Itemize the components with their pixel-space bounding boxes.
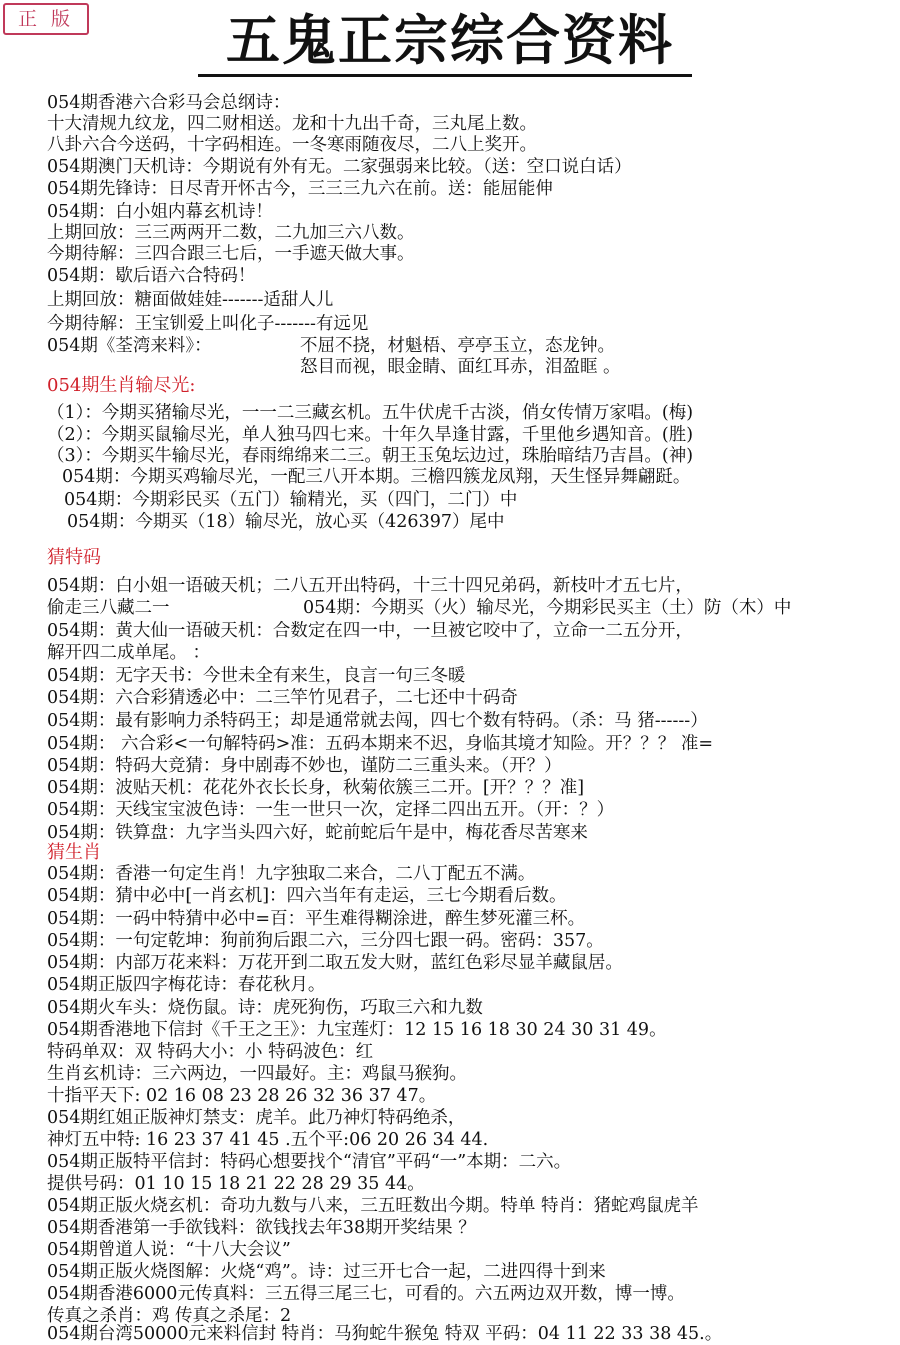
text-line: （1）：今期买猪输尽光，一一二三藏玄机。五牛伏虎千古淡，俏女传情万家唱。(梅): [47, 403, 694, 423]
text-line: 054期：白小姐内幕玄机诗！: [47, 202, 273, 222]
text-line: 十指平天下: 02 16 08 23 28 26 32 36 37 47。: [47, 1086, 437, 1106]
text-line: 054期正版火烧图解：火烧“鸡”。诗：过三开七合一起，二进四得十到来: [47, 1262, 606, 1282]
text-line: 不屈不挠，材魁梧、亭亭玉立，态龙钟。: [300, 336, 615, 356]
text-line: 054期：无字天书：今世未全有来生，良言一句三冬暖: [47, 666, 466, 686]
text-line: 上期回放：糖面做娃娃-------适甜人儿: [47, 290, 334, 310]
text-line: 今期待解：三四合跟三七后，一手遮天做大事。: [47, 244, 415, 264]
text-line: 054期：特码大竞猜：身中剧毒不妙也，谨防二三重头来。（开？）: [47, 756, 562, 776]
text-line: 054期：内部万花来料：万花开到二取五发大财，蓝红色彩尽显羊藏鼠居。: [47, 953, 623, 973]
text-line: 解开四二成单尾。 ：: [47, 643, 211, 663]
text-line: 054期正版特平信封：特码心想要找个“清官”平码“一”本期：二六。: [47, 1152, 572, 1172]
text-line: 054期香港六合彩马会总纲诗：: [47, 93, 291, 113]
text-line: 偷走三八藏二一: [47, 598, 170, 618]
text-line: （2）：今期买鼠输尽光，单人独马四七来。十年久旱逢甘露，千里他乡遇知音。(胜): [47, 425, 694, 445]
text-line: 054期红姐正版神灯禁支：虎羊。此乃神灯特码绝杀，: [47, 1108, 466, 1128]
text-line: 054期：香港一句定生肖！九字独取二来合，二八丁配五不满。: [47, 864, 536, 884]
text-line: 054期： 六合彩<一句解特码>准：五码本期来不迟，身临其境才知险。开？？？ 准=: [47, 734, 714, 754]
text-line: 十大清规九纹龙，四二财相送。龙和十九出千奇，三丸尾上数。: [47, 114, 537, 134]
text-line: 怒目而视，眼金睛、面红耳赤，泪盈眶 。: [300, 357, 621, 377]
text-line: 054期：铁算盘：九字当头四六好，蛇前蛇后午是中，梅花香尽苦寒来: [47, 823, 588, 843]
text-line: 054期《荃湾来料》：: [47, 336, 212, 356]
text-line: 神灯五中特: 16 23 37 41 45 .五个平:06 20 26 34 44.: [47, 1130, 489, 1150]
edition-badge: 正 版: [3, 3, 89, 35]
text-line: 054期先锋诗：日尽青开怀古今，三三三九六在前。送：能屈能伸: [47, 179, 553, 199]
text-line: 054期：今期买（18）输尽光，放心买（426397）尾中: [67, 512, 505, 532]
text-line: 054期：白小姐一语破天机；二八五开出特码，十三十四兄弟码，新枝叶才五七片，: [47, 576, 693, 596]
text-line: 054期：波贴天机：花花外衣长长身，秋菊依簇三二开。[开？？？准]: [47, 778, 585, 798]
text-line: 054期香港第一手欲钱料：欲钱找去年38期开奖结果 ？: [47, 1218, 476, 1238]
text-line: 054期：猜中必中[一肖玄机]：四六当年有走运，三七今期看后数。: [47, 886, 567, 906]
section-heading-guess-zodiac: 猜生肖: [47, 842, 101, 863]
page-title: 五鬼正宗综合资料: [226, 8, 674, 72]
text-line: 054期：今期彩民买（五门）输精光，买（四门，二门）中: [64, 490, 518, 510]
text-line: 054期：黄大仙一语破天机：合数定在四一中，一旦被它咬中了，立命一二五分开，: [47, 621, 693, 641]
section-heading-guess-special: 猜特码: [47, 547, 101, 568]
text-line: 054期：天线宝宝波色诗：一生一世只一次，定择二四出五开。（开：？）: [47, 800, 615, 820]
text-line: 054期台湾50000元来料信封 特肖：马狗蛇牛猴兔 特双 平码：04 11 22 33 38 45.。: [47, 1324, 723, 1344]
text-line: 054期：今期买鸡输尽光，一配三八开本期。三檐四簇龙凤翔，天生怪异舞翩跹。: [62, 467, 691, 487]
text-line: 054期：六合彩猜透必中：二三竿竹见君子，二七还中十码奇: [47, 688, 518, 708]
text-line: 054期：一码中特猜中必中=百：平生难得糊涂进，醉生梦死灌三杯。: [47, 909, 586, 929]
text-line: 054期澳门天机诗：今期说有外有无。二家强弱来比较。（送：空口说白话）: [47, 157, 632, 177]
text-line: （3）：今期买牛输尽光，春雨绵绵来二三。朝王玉兔坛边过，珠胎暗结乃吉昌。(神): [47, 446, 694, 466]
text-line: 特码单双：双 特码大小：小 特码波色：红: [47, 1042, 374, 1062]
text-line: 054期：最有影响力杀特码王；却是通常就去闯，四七个数有特码。（杀：马 猪------）: [47, 711, 708, 731]
title-underline: [198, 74, 692, 77]
text-line: 054期：一句定乾坤：狗前狗后跟二六，三分四七跟一码。密码：357。: [47, 931, 604, 951]
text-line: 生肖玄机诗：三六两边，一四最好。主：鸡鼠马猴狗。: [47, 1064, 467, 1084]
text-line: 上期回放：三三两两开二数，二九加三六八数。: [47, 223, 415, 243]
text-line: 提供号码：01 10 15 18 21 22 28 29 35 44。: [47, 1174, 425, 1194]
text-line: 054期火车头：烧伤鼠。诗：虎死狗伤，巧取三六和九数: [47, 998, 483, 1018]
text-line: 054期曾道人说：“十八大会议”: [47, 1240, 291, 1260]
section-heading-zodiac-lose: 054期生肖输尽光:: [47, 375, 196, 396]
text-line: 054期正版四字梅花诗：春花秋月。: [47, 975, 326, 995]
text-line: 传真之杀肖：鸡 传真之杀尾：2: [47, 1306, 292, 1326]
text-line: 054期正版火烧玄机：奇功九数与八来，三五旺数出今期。特单 特肖：猪蛇鸡鼠虎羊: [47, 1196, 699, 1216]
text-line: 054期：歇后语六合特码！: [47, 266, 256, 286]
text-line: 054期香港6000元传真料：三五得三尾三七，可看的。六五两边双开数，博一博。: [47, 1284, 685, 1304]
text-line: 054期香港地下信封《千王之王》：九宝莲灯：12 15 16 18 30 24 30 31 49。: [47, 1020, 667, 1040]
text-line: 054期：今期买（火）输尽光，今期彩民买主（土）防（木）中: [303, 598, 792, 618]
text-line: 今期待解：王宝钏爱上叫化子-------有远见: [47, 314, 369, 334]
text-line: 八卦六合今送码，十字码相连。一冬寒雨随夜尽，二八上奖开。: [47, 135, 537, 155]
